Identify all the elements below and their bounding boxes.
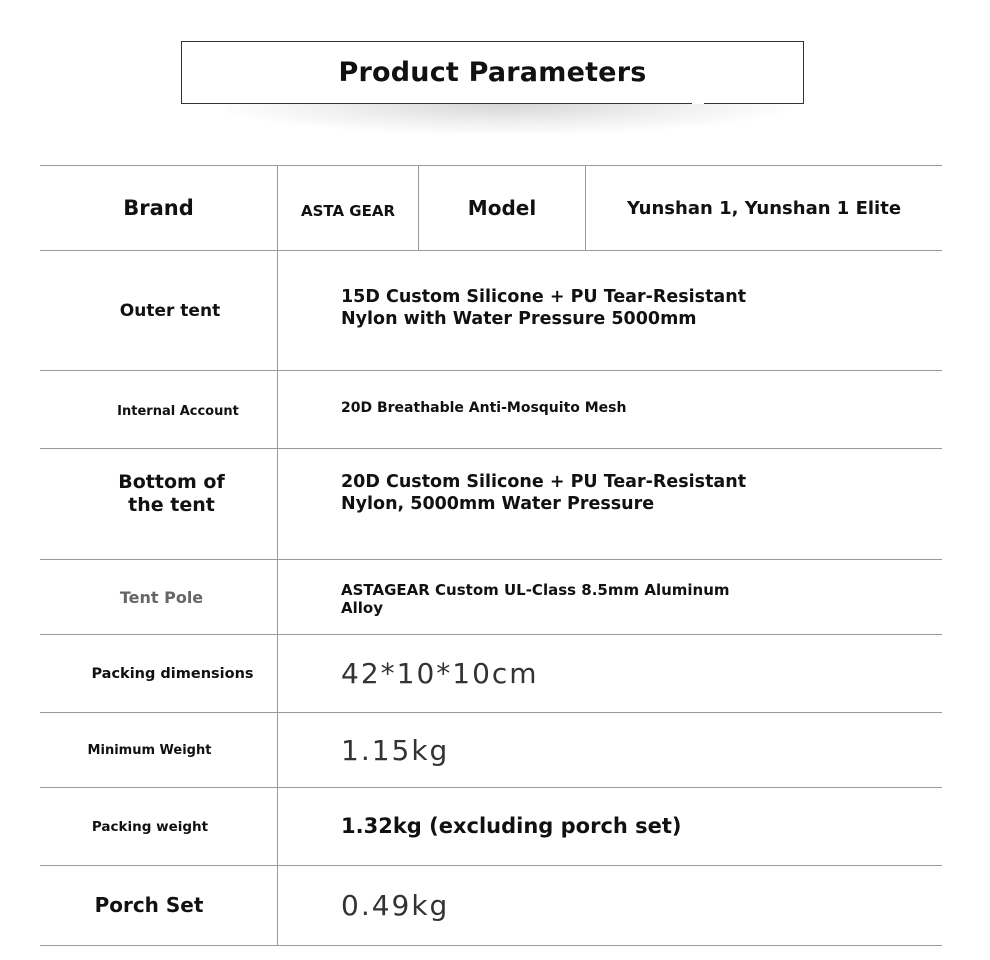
brand-label: Brand [123, 196, 194, 220]
packing-weight-value: 1.32kg (excluding porch set) [341, 813, 682, 838]
outer-tent-value [341, 251, 941, 370]
minimum-weight-value: 1.15kg [341, 733, 450, 767]
table-divider [40, 945, 942, 946]
packing-dimensions-label: Packing dimensions [91, 665, 254, 682]
internal-account-value: 20D Breathable Anti-Mosquito Mesh [341, 399, 627, 416]
outer-tent-value-line: Nylon with Water Pressure 5000mm [341, 308, 697, 329]
outer-tent-value-line: 15D Custom Silicone + PU Tear-Resistant [341, 286, 747, 307]
title-box [181, 41, 804, 104]
bottom-label-line: Bottom of [118, 471, 225, 493]
brand-value: ASTA GEAR [300, 202, 396, 220]
tent-pole-value [341, 560, 941, 634]
page-title: Product Parameters [338, 57, 647, 88]
tent-pole-value-line: ASTAGEAR Custom UL-Class 8.5mm Aluminum [341, 581, 730, 599]
packing-weight-label: Packing weight [91, 818, 209, 835]
porch-set-value: 0.49kg [341, 889, 450, 922]
packing-dimensions-value: 42*10*10cm [341, 657, 539, 690]
minimum-weight-label: Minimum Weight [87, 742, 212, 758]
bottom-label [40, 449, 303, 559]
tent-pole-label: Tent Pole [119, 587, 204, 607]
internal-account-label: Internal Account [117, 404, 239, 419]
porch-set-label: Porch Set [94, 892, 204, 917]
title-shadow [225, 104, 785, 134]
outer-tent-label: Outer tent [119, 300, 221, 321]
bottom-value-line: Nylon, 5000mm Water Pressure [341, 494, 655, 514]
bottom-label-line: the tent [128, 494, 215, 516]
bottom-value [341, 449, 941, 559]
tent-pole-value-line: Alloy [341, 599, 383, 617]
model-value: Yunshan 1, Yunshan 1 Elite [626, 197, 902, 219]
bottom-value-line: 20D Custom Silicone + PU Tear-Resistant [341, 472, 747, 492]
model-label: Model [467, 196, 537, 220]
